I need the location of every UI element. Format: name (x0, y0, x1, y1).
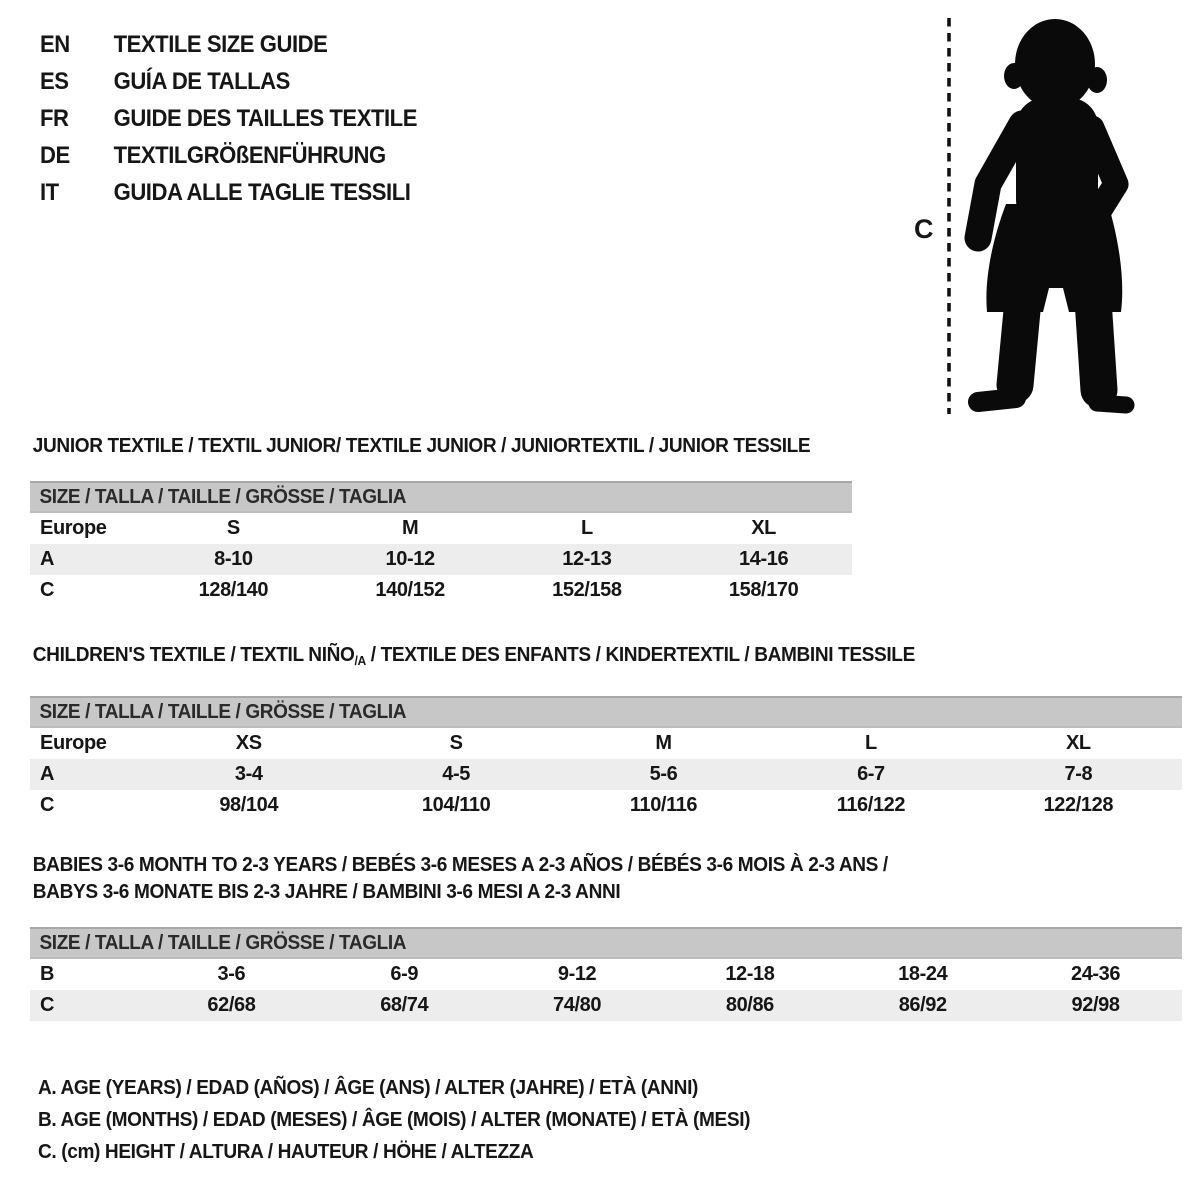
row-label: B (40, 963, 55, 985)
language-row (40, 26, 417, 63)
size-value-cell: 68/74 (380, 994, 429, 1016)
size-value-cell: 104/110 (421, 794, 491, 816)
size-value-cell: 6-9 (390, 963, 419, 985)
size-value-cell: 152/158 (552, 579, 622, 601)
size-table (30, 927, 1182, 1021)
footnote-height-cm: C. (cm) HEIGHT / ALTURA / HAUTEUR / HÖHE / ALTEZZA (38, 1140, 534, 1163)
size-value-cell: S (226, 517, 240, 539)
size-value-cell: 86/92 (898, 994, 947, 1016)
language-row (40, 63, 417, 100)
guide-title: TEXTILGRÖßENFÜHRUNG (113, 142, 386, 169)
size-value-cell: 110/116 (629, 794, 698, 816)
language-title-block (40, 26, 450, 211)
size-table-rows (30, 513, 852, 606)
language-code: IT (40, 179, 59, 206)
row-label: Europe (40, 517, 107, 539)
size-value-cell: 158/170 (728, 579, 799, 601)
section-title-line: JUNIOR TEXTILE / TEXTIL JUNIOR/ TEXTILE JUNIOR / JUNIORTEXTIL / JUNIOR TESSILE (32, 434, 811, 457)
size-value-cell: 98/104 (219, 794, 279, 816)
table-row (30, 990, 1182, 1021)
size-value-cell: 3-6 (217, 963, 246, 985)
table-row (30, 759, 1182, 790)
size-table-header-band (30, 696, 1182, 728)
size-value-cell: M (655, 732, 672, 754)
size-header-label: SIZE / TALLA / TAILLE / GRÖSSE / TAGLIA (39, 701, 407, 723)
toddler-silhouette-icon (956, 12, 1152, 422)
size-table-rows (30, 959, 1182, 1021)
guide-title: TEXTILE SIZE GUIDE (113, 31, 328, 58)
size-value-cell: 8-10 (214, 548, 253, 570)
section-title-line: BABYS 3-6 MONATE BIS 2-3 JAHRE / BAMBINI 3-6 MESI A 2-3 ANNI (32, 880, 621, 903)
language-row (40, 100, 417, 137)
size-table (30, 696, 1182, 821)
size-value-cell: M (401, 517, 419, 539)
language-code: DE (40, 142, 70, 169)
table-row (30, 544, 852, 575)
row-label: A (40, 763, 55, 785)
size-value-cell: 24-36 (1070, 963, 1121, 985)
row-label: C (40, 794, 55, 816)
size-header-label: SIZE / TALLA / TAILLE / GRÖSSE / TAGLIA (39, 932, 407, 954)
size-header-label: SIZE / TALLA / TAILLE / GRÖSSE / TAGLIA (39, 486, 407, 508)
babies-textile-section (30, 851, 1182, 1021)
childrens-textile-section (30, 641, 1182, 821)
size-value-cell: 14-16 (739, 548, 789, 570)
junior-textile-section (30, 432, 852, 606)
table-row (30, 513, 852, 544)
language-row (40, 137, 417, 174)
size-table-rows (30, 728, 1182, 821)
size-value-cell: XL (751, 517, 776, 539)
size-value-cell: 62/68 (207, 994, 256, 1016)
size-value-cell: 10-12 (385, 548, 435, 570)
dashed-height-line-icon (944, 14, 954, 418)
size-value-cell: 5-6 (649, 763, 678, 785)
size-value-cell: XS (235, 732, 262, 754)
height-measure-label: C (914, 214, 934, 244)
section-title-line: CHILDREN'S TEXTILE / TEXTIL NIÑO/A / TEXTILE DES ENFANTS / KINDERTEXTIL / BAMBINI TESSILE (32, 643, 915, 668)
section-title (30, 641, 1101, 674)
row-label: C (40, 994, 55, 1016)
height-measure-figure (900, 10, 1170, 430)
table-row (30, 959, 1182, 990)
row-label: Europe (40, 732, 107, 754)
size-value-cell: 18-24 (898, 963, 948, 985)
size-value-cell: 7-8 (1064, 763, 1093, 785)
size-value-cell: 74/80 (553, 994, 602, 1016)
size-value-cell: S (449, 732, 463, 754)
size-value-cell: 6-7 (857, 763, 885, 785)
footnote-age-years: A. AGE (YEARS) / EDAD (AÑOS) / ÂGE (ANS) / ALTER (JAHRE) / ETÀ (ANNI) (38, 1076, 698, 1099)
language-row (40, 174, 417, 211)
size-value-cell: XL (1065, 732, 1091, 754)
section-title-line: BABIES 3-6 MONTH TO 2-3 YEARS / BEBÉS 3-6 MESES A 2-3 AÑOS / BÉBÉS 3-6 MOIS À 2-3 ANS / (32, 853, 888, 876)
size-table-header-band (30, 927, 1182, 959)
size-value-cell: 140/152 (375, 579, 445, 601)
size-value-cell: 9-12 (557, 963, 597, 985)
size-value-cell: 116/122 (836, 794, 906, 816)
guide-title: GUÍA DE TALLAS (113, 68, 290, 95)
guide-title: GUIDE DES TAILLES TEXTILE (113, 105, 417, 132)
size-table-header-band (30, 481, 852, 513)
section-title (30, 432, 811, 459)
size-value-cell: 12-18 (725, 963, 775, 985)
size-value-cell: 3-4 (234, 763, 263, 785)
size-value-cell: L (580, 517, 593, 539)
size-value-cell: 122/128 (1043, 794, 1114, 816)
size-value-cell: 80/86 (725, 994, 774, 1016)
size-value-cell: 128/140 (198, 579, 269, 601)
footnote-age-months: B. AGE (MONTHS) / EDAD (MESES) / ÂGE (MOIS) / ALTER (MONATE) / ETÀ (MESI) (38, 1108, 751, 1131)
guide-title: GUIDA ALLE TAGLIE TESSILI (113, 179, 411, 206)
section-title (30, 851, 1101, 905)
language-code: ES (40, 68, 69, 95)
legend-footnotes (38, 1072, 804, 1168)
row-label: A (40, 548, 55, 570)
size-value-cell: 92/98 (1071, 994, 1120, 1016)
row-label: C (40, 579, 55, 601)
table-row (30, 728, 1182, 759)
table-row (30, 575, 852, 606)
language-code: EN (40, 31, 70, 58)
table-row (30, 790, 1182, 821)
size-value-cell: 4-5 (442, 763, 470, 785)
size-table (30, 481, 852, 606)
size-value-cell: L (865, 732, 877, 754)
size-value-cell: 12-13 (562, 548, 612, 570)
language-code: FR (40, 105, 69, 132)
